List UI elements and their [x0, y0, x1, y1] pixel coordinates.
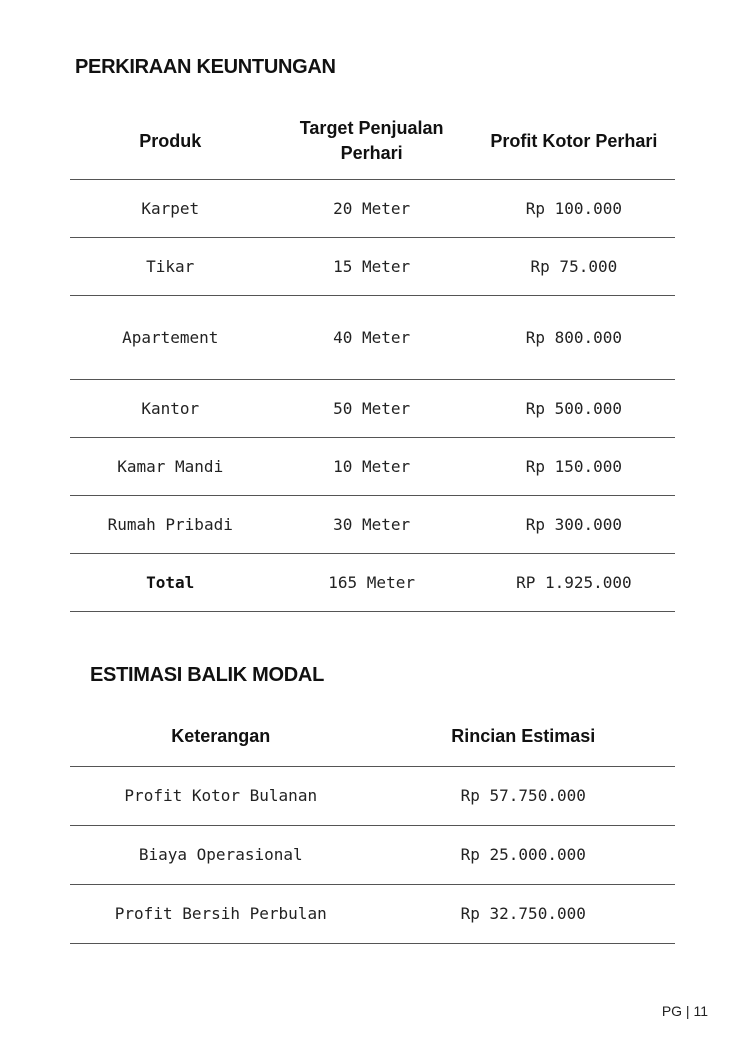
- total-target: 165 Meter: [270, 553, 472, 611]
- target-cell: 20 Meter: [270, 179, 472, 237]
- column-header-daily-profit: Profit Kotor Perhari: [490, 130, 658, 151]
- profit-cell: Rp 100.000: [473, 179, 675, 237]
- total-row: [70, 553, 675, 611]
- table-row: [70, 884, 675, 943]
- table-row: [70, 495, 675, 553]
- profit-cell: Rp 300.000: [473, 495, 675, 553]
- product-cell: Rumah Pribadi: [70, 495, 270, 553]
- page-number: PG | 11: [661, 1003, 708, 1019]
- payback-estimate-table: [70, 708, 675, 944]
- total-label: Total: [70, 553, 270, 611]
- target-cell: 10 Meter: [270, 437, 472, 495]
- product-cell: Kamar Mandi: [70, 437, 270, 495]
- target-cell: 15 Meter: [270, 237, 472, 295]
- product-cell: Tikar: [70, 237, 270, 295]
- target-cell: 40 Meter: [270, 295, 472, 379]
- table-row: [70, 825, 675, 884]
- table-header-row: [70, 104, 675, 179]
- description-cell: Biaya Operasional: [70, 825, 372, 884]
- profit-cell: Rp 75.000: [473, 237, 675, 295]
- target-cell: 50 Meter: [270, 379, 472, 437]
- value-cell: Rp 25.000.000: [372, 825, 676, 884]
- value-cell: Rp 57.750.000: [372, 766, 676, 825]
- product-cell: Kantor: [70, 379, 270, 437]
- column-header-description: Keterangan: [171, 726, 271, 747]
- column-header-sales-target: Target Penjualan Perhari: [299, 118, 444, 164]
- column-header-product: Produk: [139, 130, 202, 151]
- payback-section-title: ESTIMASI BALIK MODAL: [90, 664, 324, 686]
- total-profit: RP 1.925.000: [473, 553, 675, 611]
- product-cell: Karpet: [70, 179, 270, 237]
- table-row: [70, 766, 675, 825]
- table-row: [70, 179, 675, 237]
- target-cell: 30 Meter: [270, 495, 472, 553]
- profit-cell: Rp 150.000: [473, 437, 675, 495]
- profit-cell: Rp 500.000: [473, 379, 675, 437]
- profit-cell: Rp 800.000: [473, 295, 675, 379]
- table-row: [70, 295, 675, 379]
- table-header-row: [70, 708, 675, 766]
- column-header-estimate-detail: Rincian Estimasi: [451, 726, 596, 747]
- table-row: [70, 437, 675, 495]
- value-cell: Rp 32.750.000: [372, 884, 676, 943]
- table-row: [70, 237, 675, 295]
- table-row: [70, 379, 675, 437]
- description-cell: Profit Bersih Perbulan: [70, 884, 372, 943]
- product-cell: Apartement: [70, 295, 270, 379]
- profit-section-title: PERKIRAAN KEUNTUNGAN: [75, 56, 336, 78]
- profit-estimate-table: [70, 104, 675, 612]
- description-cell: Profit Kotor Bulanan: [70, 766, 372, 825]
